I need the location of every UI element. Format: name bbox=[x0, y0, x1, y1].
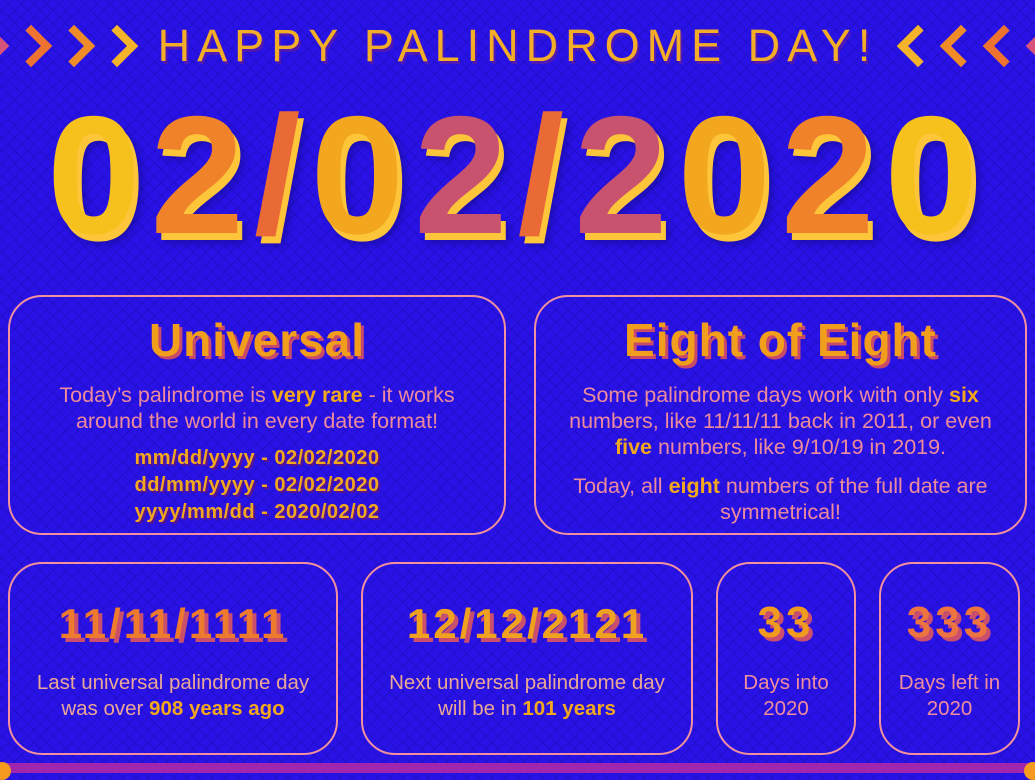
emphasized-text: 908 years ago bbox=[149, 696, 285, 720]
days-into-text bbox=[730, 670, 842, 721]
big-date-char: / bbox=[253, 81, 311, 269]
body-text: Today’s palindrome is bbox=[59, 383, 272, 407]
info-cards-row bbox=[8, 295, 1027, 535]
emphasized-text: five bbox=[614, 435, 653, 460]
big-date-char: 0 bbox=[310, 81, 415, 269]
universal-card-title: Universal bbox=[148, 314, 366, 366]
body-text: Next universal palindrome day will be in bbox=[389, 671, 665, 720]
big-date-char: 2 bbox=[781, 81, 885, 269]
chevron-left-icon bbox=[940, 25, 982, 67]
big-date-char: 2 bbox=[414, 81, 518, 269]
big-date-char: 0 bbox=[677, 81, 782, 269]
eight-of-eight-para1 bbox=[536, 382, 1025, 461]
chevron-left-icon bbox=[897, 25, 939, 67]
body-text: Last universal palindrome day was over bbox=[36, 671, 310, 720]
eight-of-eight-para2 bbox=[536, 473, 1025, 525]
body-text: Days into 2020 bbox=[743, 671, 829, 720]
corner-dot-right-icon bbox=[1024, 762, 1035, 780]
footer-strip bbox=[0, 763, 1035, 773]
body-text: numbers, like 9/10/19 in 2019. bbox=[652, 435, 947, 460]
eight-of-eight-card-title: Eight of Eight bbox=[624, 314, 937, 366]
last-palindrome-date: 11/11/1111 bbox=[58, 600, 288, 647]
days-into-card bbox=[716, 562, 856, 755]
stat-cards-row bbox=[8, 562, 1020, 755]
body-text: Days left in 2020 bbox=[898, 671, 1001, 720]
emphasized-text: 101 years bbox=[522, 696, 616, 720]
chevron-right-icon bbox=[9, 25, 51, 67]
format-line-mmddyyyy: mm/dd/yyyy - 02/02/2020 bbox=[134, 447, 380, 470]
next-palindrome-text bbox=[386, 670, 668, 721]
big-date-char: / bbox=[517, 81, 575, 269]
big-date-char: 0 bbox=[47, 81, 151, 269]
emphasized-text: six bbox=[948, 383, 979, 407]
body-text: numbers, like 11/11/11 back in 2011, or even bbox=[569, 409, 992, 434]
corner-dot-left-icon bbox=[0, 762, 11, 780]
date-format-list bbox=[10, 445, 504, 526]
big-date-char: 2 bbox=[150, 81, 254, 269]
chevron-left-icon bbox=[1026, 25, 1035, 67]
right-chevrons bbox=[903, 31, 1035, 61]
emphasized-text: very rare bbox=[271, 383, 363, 407]
chevron-right-icon bbox=[0, 25, 9, 67]
body-text: Today, all bbox=[573, 473, 669, 498]
universal-card-body bbox=[10, 382, 504, 434]
format-line-yyyymmdd: yyyy/mm/dd - 2020/02/02 bbox=[134, 501, 380, 524]
emphasized-text: eight bbox=[668, 473, 720, 498]
days-into-number: 33 bbox=[757, 598, 815, 647]
big-date-char: 0 bbox=[884, 81, 988, 269]
chevron-right-icon bbox=[52, 25, 94, 67]
days-left-number: 333 bbox=[906, 598, 993, 647]
format-line-ddmmyyyy: dd/mm/yyyy - 02/02/2020 bbox=[134, 474, 380, 497]
page-title: HAPPY PALINDROME DAY! bbox=[157, 20, 878, 71]
big-date-char: 2 bbox=[574, 81, 678, 269]
header bbox=[0, 0, 1035, 92]
next-palindrome-date: 12/12/2121 bbox=[406, 600, 648, 647]
universal-card bbox=[8, 295, 506, 535]
body-text: numbers of the full date are symmetrical! bbox=[719, 473, 988, 524]
last-palindrome-text bbox=[32, 670, 314, 721]
chevron-right-icon bbox=[95, 25, 137, 67]
days-left-card bbox=[879, 562, 1020, 755]
big-date bbox=[0, 81, 1035, 274]
next-palindrome-card bbox=[361, 562, 693, 755]
last-palindrome-card bbox=[8, 562, 338, 755]
days-left-text bbox=[894, 670, 1006, 721]
chevron-left-icon bbox=[983, 25, 1025, 67]
body-text: Some palindrome days work with only bbox=[582, 383, 949, 407]
left-chevrons bbox=[0, 31, 132, 61]
eight-of-eight-card bbox=[534, 295, 1027, 535]
body-text: - it works around the world in every date format! bbox=[75, 383, 455, 434]
